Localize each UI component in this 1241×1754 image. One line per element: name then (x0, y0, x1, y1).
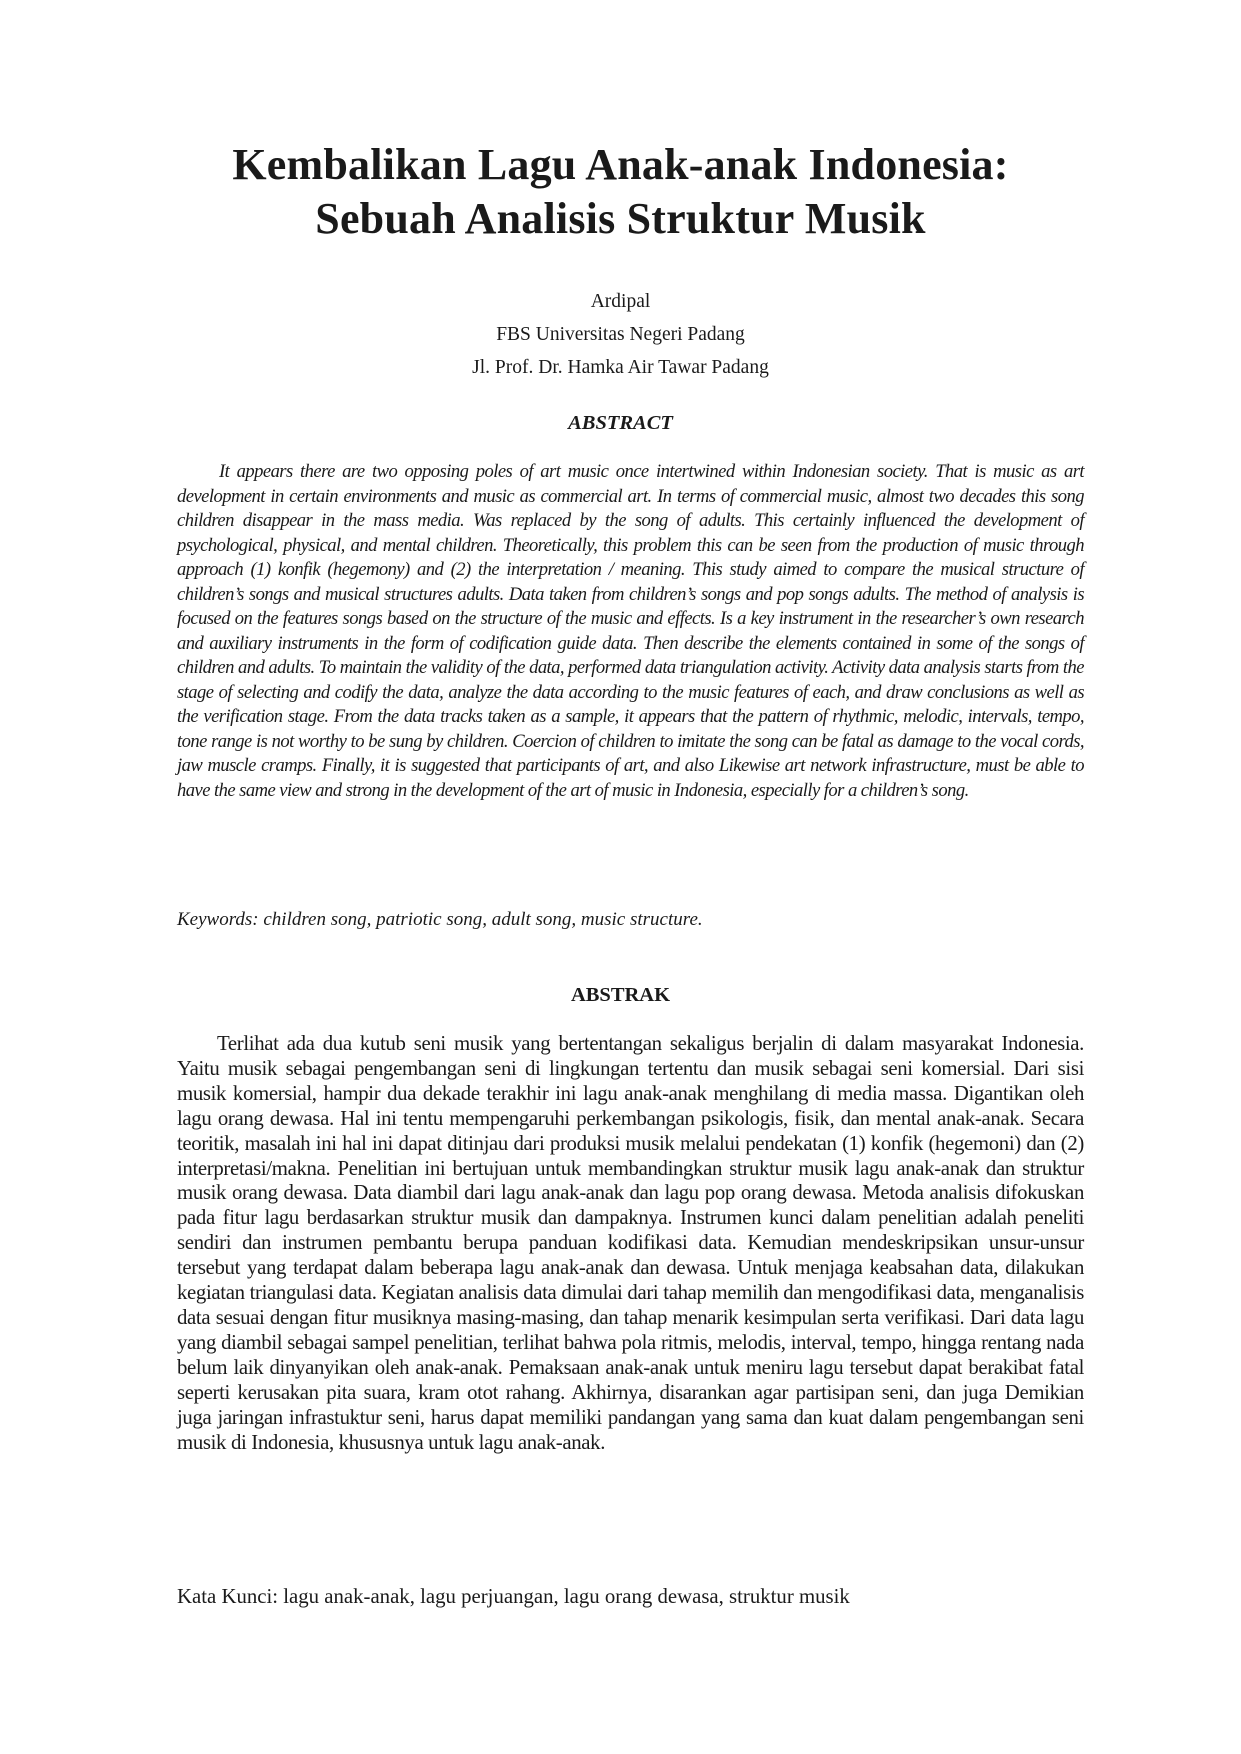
abstract-heading: ABSTRACT (568, 412, 673, 434)
author-block (140, 285, 1101, 384)
author-address: Jl. Prof. Dr. Hamka Air Tawar Padang (472, 357, 769, 378)
author-affiliation: FBS Universitas Negeri Padang (496, 324, 745, 345)
author-name: Ardipal (590, 291, 651, 312)
abstract-body: It appears there are two opposing poles of art music once intertwined within Indonesian society. That is music as art development in certain environments and music as commercial art. In terms of commercial music, almost two decades this song children disappear in the mass media. Was replaced by the song of adults. This certainly influenced the development of psychological, physical, and mental children. Theoretically, this problem this can be seen from the production of music through approach (1) konfik (hegemony) and (2) the interpretation / meaning. This study aimed to compare the musical structure of children’s songs and musical structures adults. Data taken from children’s songs and pop songs adults. The method of analysis is focused on the features songs based on the structure of the music and effects. Is a key instrument in the researcher’s own research and auxiliary instruments in the form of codification guide data. Then describe the elements contained in some of the songs of children and adults. To maintain the validity of the data, performed data triangulation activity. Activity data analysis starts from the stage of selecting and codify the data, analyze the data according to the music features of each, and draw conclusions as well as the verification stage. From the data tracks taken as a sample, it appears that the pattern of rhythmic, melodic, intervals, tempo, tone range is not worthy to be sung by children. Coercion of children to imitate the song can be fatal as damage to the vocal cords, jaw muscle cramps. Finally, it is suggested that participants of art, and also Likewise art network infrastructure, must be able to have the same view and strong in the development of the art of music in Indonesia, especially for a children’s song. (177, 461, 1084, 801)
title-line-1: Kembalikan Lagu Anak-anak Indonesia: (232, 140, 1009, 189)
abstrak-body: Terlihat ada dua kutub seni musik yang bertentangan sekaligus berjalin di dalam masyarakat Indonesia. Yaitu musik sebagai pengembangan seni di lingkungan tertentu dan musik sebagai seni komersial. Dari sisi musik komersial, hampir dua dekade terakhir ini lagu anak-anak menghilang di media massa. Digantikan oleh lagu orang dewasa. Hal ini tentu mempengaruhi perkembangan psikologis, fisik, dan mental anak-anak. Secara teoritik, masalah ini hal ini dapat ditinjau dari produksi musik melalui pendekatan (1) konfik (hegemoni) dan (2) interpretasi/makna. Penelitian ini bertujuan untuk membandingkan struktur musik lagu anak-anak dan struktur musik orang dewasa. Data diambil dari lagu anak-anak dan lagu pop orang dewasa. Metoda analisis difokuskan pada fitur lagu berdasarkan struktur musik dan dampaknya. Instrumen kunci dalam penelitian adalah peneliti sendiri dan instrumen pembantu berupa panduan kodifikasi data. Kemudian mendeskripsikan unsur-unsur tersebut yang terdapat dalam beberapa lagu anak-anak dan dewasa. Untuk menjaga keabsahan data, dilakukan kegiatan triangulasi data. Kegiatan analisis data dimulai dari tahap memilih dan mengodifikasi data, menganalisis data sesuai dengan fitur musiknya masing-masing, dan tahap menarik kesimpulan serta verifikasi. Dari data lagu yang diambil sebagai sampel penelitian, terlihat bahwa pola ritmis, melodis, interval, tempo, hingga rentang nada belum laik dinyanyikan oleh anak-anak. Pemaksaan anak-anak untuk meniru lagu tersebut dapat berakibat fatal seperti kerusakan pita suara, kram otot rahang. Akhirnya, disarankan agar partisipan seni, dan juga Demikian juga jaringan infrastuktur seni, harus dapat memiliki pandangan yang sama dan kuat dalam pengembangan seni musik di Indonesia, khususnya untuk lagu anak-anak. (177, 1032, 1084, 1454)
abstrak-keywords: Kata Kunci: lagu anak-anak, lagu perjuangan, lagu orang dewasa, struktur musik (177, 1585, 850, 1608)
paper-title (140, 138, 1101, 246)
abstrak-heading: ABSTRAK (570, 984, 671, 1006)
abstract-keywords: Keywords: children song, patriotic song, adult song, music structure. (177, 909, 703, 930)
title-line-2: Sebuah Analisis Struktur Musik (315, 194, 926, 243)
